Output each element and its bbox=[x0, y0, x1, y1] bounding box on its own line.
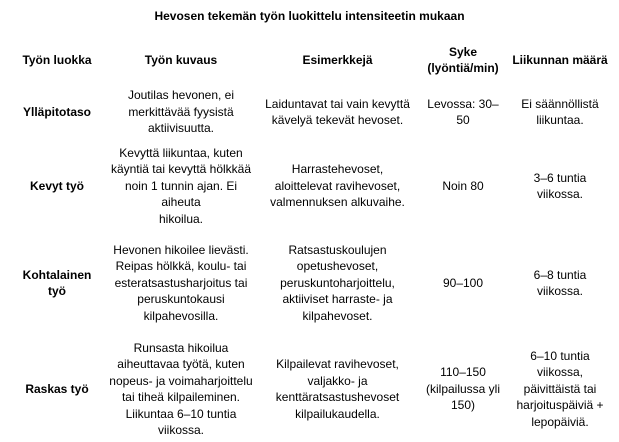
examples-cell: Laiduntavat tai vain kevyttä kävelyä tekevät hevoset. bbox=[265, 96, 410, 127]
heart-rate-cell: 90–100 bbox=[442, 275, 484, 290]
heart-rate-cell: 110–150 (kilpailussa yli 150) bbox=[425, 365, 501, 413]
header-examples: Esimerkkejä bbox=[302, 52, 373, 67]
description-cell: Kevyttä liikuntaa, kuten käyntiä tai kevyttä hölkkää noin 1 tunnin ajan. Ei aiheuta hikoilua. bbox=[110, 145, 252, 226]
heart-rate-cell: Noin 80 bbox=[442, 178, 484, 193]
table-header-row bbox=[8, 38, 613, 82]
header-exercise-amount: Liikunnan määrä bbox=[512, 52, 608, 67]
table-row bbox=[8, 142, 613, 230]
work-class-cell: Kevyt työ bbox=[29, 178, 85, 193]
description-cell: Runsasta hikoilua aiheuttavaa työtä, kuten nopeus- ja voimaharjoittelu tai tiheä kilpaileminen. Liikuntaa 6–10 tuntia viikossa. bbox=[109, 340, 253, 437]
work-class-cell: Ylläpitotaso bbox=[22, 104, 91, 119]
exercise-amount-cell: 3–6 tuntia viikossa. bbox=[533, 170, 587, 201]
header-work-class: Työn luokka bbox=[22, 52, 92, 67]
exercise-amount-cell: 6–10 tuntia viikossa, päivittäistä tai harjoituspäiviä + lepopäiviä. bbox=[516, 348, 604, 429]
table-row bbox=[8, 336, 613, 442]
description-cell: Hevonen hikoilee lievästi. Reipas hölkkä, koulu- tai esteratsastusharjoitus tai peruskuntokausi kilpahevosilla. bbox=[113, 242, 249, 323]
exercise-amount-cell: Ei säännöllistä liikuntaa. bbox=[521, 96, 599, 127]
work-class-cell: Kohtalainen työ bbox=[22, 267, 92, 298]
work-class-cell: Raskas työ bbox=[25, 381, 89, 396]
exercise-amount-cell: 6–8 tuntia viikossa. bbox=[533, 267, 587, 298]
header-work-description: Työn kuvaus bbox=[144, 52, 218, 67]
page-title: Hevosen tekemän työn luokittelu intensiteetin mukaan bbox=[154, 9, 465, 23]
header-heart-rate: Syke (lyöntiä/min) bbox=[427, 44, 499, 75]
table-row bbox=[8, 82, 613, 142]
examples-cell: Ratsastuskoulujen opetushevoset, peruskuntoharjoittelu, aktiiviset harraste- ja kilpahevoset. bbox=[280, 242, 395, 323]
description-cell: Joutilas hevonen, ei merkittävää fyysistä aktiivisuutta. bbox=[127, 88, 235, 136]
work-intensity-table bbox=[8, 38, 613, 442]
table-row bbox=[8, 230, 613, 336]
examples-cell: Kilpailevat ravihevoset, valjakko- ja kenttäratsastushevoset kilpailukaudella. bbox=[275, 357, 400, 421]
examples-cell: Harrastehevoset, aloittelevat ravihevoset, valmennuksen alkuvaihe. bbox=[270, 162, 405, 210]
heart-rate-cell: Levossa: 30– 50 bbox=[427, 96, 499, 127]
